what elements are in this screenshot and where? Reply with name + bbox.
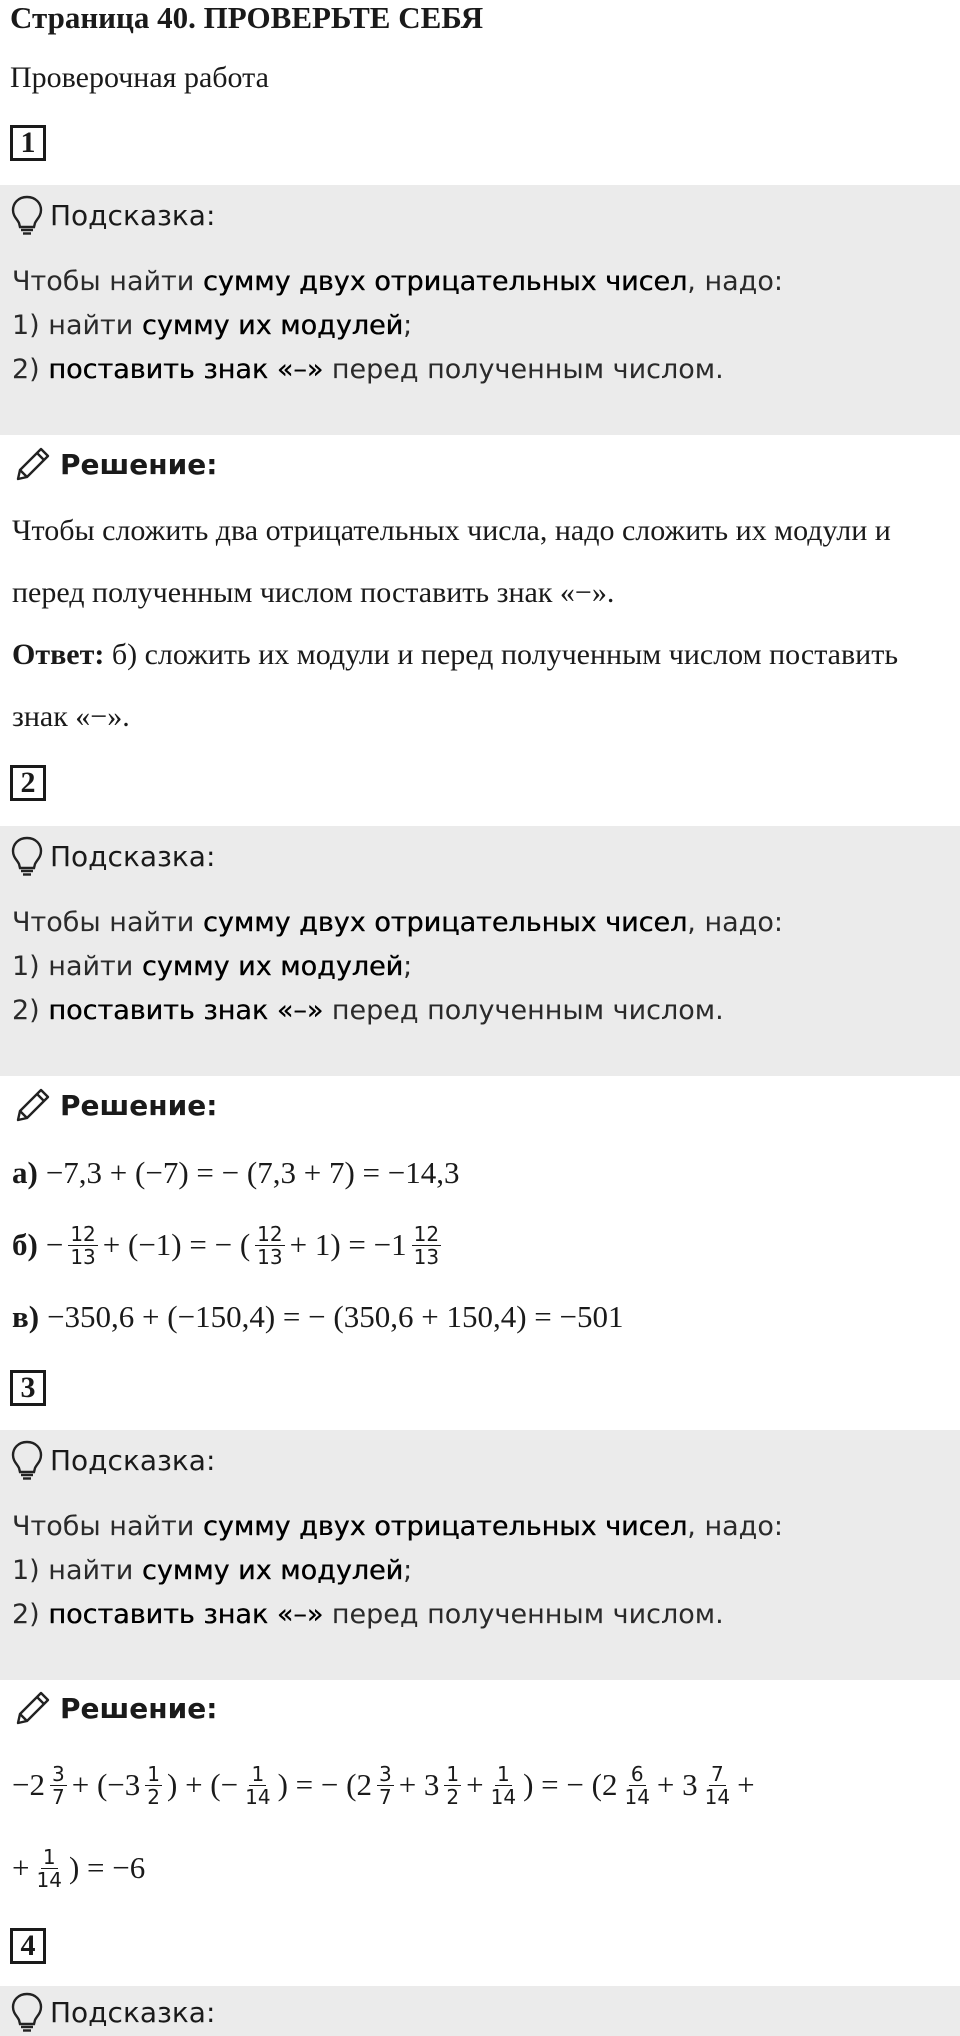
hint-box-1	[0, 185, 960, 435]
fraction: $\frac{3}{7}$	[51, 1761, 65, 1809]
fraction: $\frac{1}{2}$	[446, 1761, 460, 1809]
task-number-1: 1	[10, 125, 46, 161]
answer-1: Ответ: б) сложить их модули и перед полученным числом поставить знак «−».	[12, 638, 898, 733]
lightbulb-icon	[10, 1439, 44, 1481]
solution-header-2	[12, 1083, 217, 1127]
fraction: $\frac{12}{13}$	[70, 1221, 96, 1269]
answer-label: Ответ:	[12, 638, 105, 671]
hint-text: Чтобы найти сумму двух отрицательных чисел, надо: 1) найти сумму их модулей; 2) поставить знак «–» перед полученным числом.	[12, 907, 783, 1026]
fraction: $\frac{12}{13}$	[413, 1221, 440, 1269]
solution-header-1	[12, 442, 217, 486]
hint-text: Чтобы найти сумму двух отрицательных чисел, надо: 1) найти сумму их модулей; 2) поставить знак «–» перед полученным числом.	[12, 266, 783, 385]
pencil-icon	[12, 1084, 54, 1126]
hint-box-2	[0, 826, 960, 1076]
solution-label: Решение:	[60, 1088, 218, 1122]
solution-line-c: в) −350,6 + (−150,4) = − (350,6 + 150,4) = −501	[12, 1299, 624, 1334]
pencil-icon	[12, 1687, 54, 1729]
task-number-3: 3	[10, 1370, 46, 1406]
pencil-icon	[12, 443, 54, 485]
hint-header	[10, 1438, 215, 1482]
hint-header	[10, 1990, 215, 2034]
page-subtitle: Проверочная работа	[10, 61, 269, 94]
hint-header	[10, 834, 215, 878]
fraction: $\frac{1}{2}$	[147, 1761, 160, 1809]
hint-label: Подсказка:	[50, 1443, 216, 1477]
lightbulb-icon	[10, 835, 44, 877]
page-title: Страница 40. ПРОВЕРЬТЕ СЕБЯ	[10, 0, 484, 35]
hint-text: Чтобы найти сумму двух отрицательных чисел, надо: 1) найти сумму их модулей; 2) поставить знак «–» перед полученным числом.	[12, 1511, 783, 1630]
hint-label: Подсказка:	[50, 839, 216, 873]
solution-text-1: Чтобы сложить два отрицательных числа, надо сложить их модули и перед полученным числом поставить знак «−».	[12, 514, 891, 609]
lightbulb-icon	[10, 1991, 44, 2033]
fraction: $\frac{1}{14}$	[245, 1761, 271, 1809]
hint-box-3	[0, 1430, 960, 1680]
hint-header	[10, 193, 215, 237]
solution-line-3-2: + $\frac{1}{14}$ ) = −6	[12, 1844, 146, 1892]
fraction: $\frac{1}{14}$	[36, 1844, 62, 1892]
hint-box-4	[0, 1986, 960, 2036]
task-number-2: 2	[10, 765, 46, 801]
fraction: $\frac{1}{14}$	[490, 1761, 517, 1809]
lightbulb-icon	[10, 194, 44, 236]
fraction: $\frac{3}{7}$	[378, 1761, 392, 1809]
solution-label: Решение:	[60, 1691, 218, 1725]
hint-label: Подсказка:	[50, 198, 216, 232]
solution-line-b: б) − $\frac{12}{13}$ + (−1) = − ( $\frac{12}{13}$ + 1) = −1 $\frac{12}{13}$	[12, 1221, 440, 1269]
hint-label: Подсказка:	[50, 1995, 216, 2029]
solution-label: Решение:	[60, 447, 218, 481]
fraction: $\frac{6}{14}$	[624, 1761, 650, 1809]
solution-header-3	[12, 1686, 217, 1730]
solution-line-3-1: −2 $\frac{3}{7}$ + (−3 $\frac{1}{2}$ ) + (− $\frac{1}{14}$ ) = − (2 $\frac{3}{7}$ + 3 $\frac{1}{2}$ + $\frac{1}{14}$ ) = − (2 $\frac{6}{14}$ + 3 $\frac{7}{14}$ +	[12, 1761, 755, 1809]
solution-line-a: а) −7,3 + (−7) = − (7,3 + 7) = −14,3	[12, 1155, 460, 1190]
task-number-4: 4	[10, 1928, 46, 1964]
fraction: $\frac{12}{13}$	[257, 1221, 283, 1269]
fraction: $\frac{7}{14}$	[704, 1761, 731, 1809]
